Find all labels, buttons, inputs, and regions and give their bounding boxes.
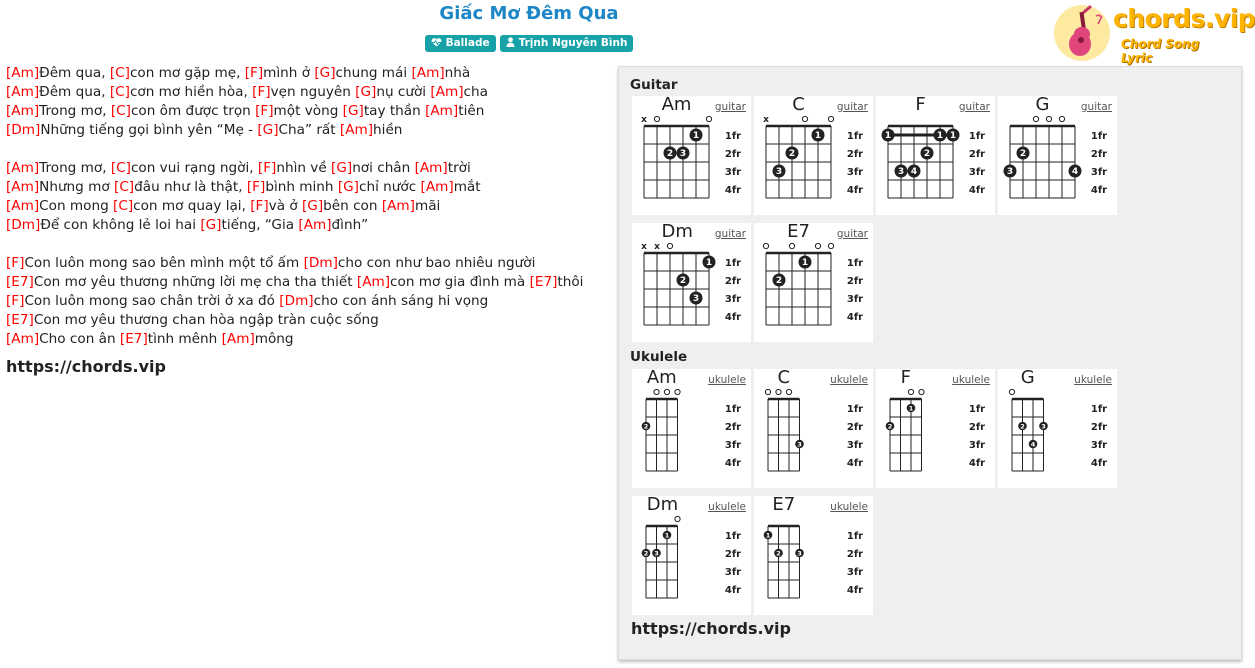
lyric-text: bên con [323, 198, 382, 214]
finger-number: 2 [775, 276, 783, 287]
chord-link[interactable]: [Am] [381, 198, 415, 214]
finger-number: 2 [679, 276, 687, 287]
finger-number: 1 [936, 131, 944, 142]
song-badges [0, 35, 1058, 52]
instrument-link[interactable]: ukulele [830, 374, 868, 386]
lyric-line [6, 273, 606, 292]
lyric-text: vẹn nguyên [270, 84, 356, 100]
fret-label: 1fr [724, 131, 742, 142]
fret-label: 3fr [724, 567, 742, 578]
finger-number: 1 [692, 131, 700, 142]
chord-link[interactable]: [Dm] [6, 217, 41, 233]
lyric-text: Nhưng mơ [39, 179, 115, 195]
chord-link[interactable]: [F] [257, 160, 277, 176]
muted-string-marker: x [763, 115, 769, 125]
artist-badge[interactable] [500, 35, 634, 52]
fret-label: 4fr [724, 185, 742, 196]
chord-name: E7 [772, 494, 796, 515]
ukulele-chord-am[interactable] [632, 369, 751, 488]
finger-number: 2 [776, 549, 781, 558]
instrument-link[interactable]: guitar [836, 228, 868, 240]
lyric-gap [6, 235, 606, 254]
chord-name: G [1020, 367, 1035, 388]
lyrics-block [6, 64, 606, 376]
chord-link[interactable]: [F] [252, 84, 271, 100]
chord-link[interactable]: [Dm] [6, 122, 41, 138]
instrument-link[interactable]: guitar [714, 228, 746, 240]
fret-label: 4fr [846, 185, 864, 196]
open-string-marker [667, 243, 672, 248]
chord-link[interactable]: [Am] [6, 331, 40, 347]
guitar-chord-dm[interactable] [632, 223, 751, 342]
finger-number: 2 [643, 422, 649, 431]
finger-number: 1 [765, 531, 771, 540]
chord-link[interactable]: [Am] [6, 84, 40, 100]
chord-link[interactable]: [C] [110, 103, 131, 119]
user-icon [506, 37, 515, 47]
chord-name: Dm [661, 221, 693, 242]
finger-number: 3 [897, 167, 905, 178]
artist-label: Trịnh Nguyên Bình [518, 37, 628, 49]
open-string-marker [765, 389, 770, 394]
lyric-line [6, 311, 606, 330]
open-string-marker [664, 389, 669, 394]
lyric-text: mông [254, 331, 294, 347]
chord-link[interactable]: [C] [110, 160, 131, 176]
open-string-marker [1009, 389, 1014, 394]
fret-label: 2fr [846, 549, 864, 560]
lyric-text: Đêm qua, [39, 65, 110, 81]
chord-link[interactable]: [Am] [6, 179, 40, 195]
chord-name: F [900, 367, 911, 388]
finger-number: 2 [923, 149, 931, 160]
open-string-marker [776, 389, 781, 394]
lyric-text: Những tiếng gọi bình yên “Mẹ - [40, 122, 258, 138]
lyric-text: con mơ gia đình mà [390, 274, 530, 290]
lyric-text: Con mơ yêu thương chan hòa ngập tràn cuộc sống [33, 312, 379, 328]
fret-label: 3fr [846, 567, 864, 578]
lyric-text: bình minh [265, 179, 338, 195]
finger-number: 1 [801, 258, 809, 269]
lyric-text: tiên [458, 103, 485, 119]
lyric-text: con vui rạng ngời, [130, 160, 258, 176]
chord-name: Am [661, 94, 692, 115]
fret-label: 1fr [846, 531, 864, 542]
lyric-line [6, 216, 606, 235]
instrument-link[interactable]: ukulele [830, 501, 868, 513]
open-string-marker [1033, 116, 1038, 121]
chord-diagram [632, 96, 751, 215]
lyric-text: nụ cười [376, 84, 431, 100]
fret-label: 1fr [846, 258, 864, 269]
open-string-marker [1046, 116, 1051, 121]
fret-label: 2fr [846, 422, 864, 433]
chord-diagram [876, 96, 995, 215]
chord-link[interactable]: [Am] [425, 103, 459, 119]
open-string-marker [654, 389, 659, 394]
lyric-text: mắt [453, 179, 481, 195]
chord-name: E7 [787, 221, 810, 242]
lyric-line [6, 102, 606, 121]
chord-link[interactable]: [F] [6, 293, 25, 309]
fret-label: 2fr [1090, 149, 1108, 160]
chord-link[interactable]: [Am] [6, 198, 40, 214]
chord-link[interactable]: [G] [337, 179, 359, 195]
finger-number: 2 [1019, 149, 1027, 160]
lyric-text: chung mái [335, 65, 412, 81]
lyric-text: Trong mơ, [39, 103, 111, 119]
finger-number: 3 [775, 167, 783, 178]
open-string-marker [828, 116, 833, 121]
lyric-line [6, 254, 606, 273]
lyric-text: con mơ gặp mẹ, [129, 65, 245, 81]
chord-link[interactable]: [F] [255, 103, 274, 119]
chord-link[interactable]: [F] [250, 198, 269, 214]
panel-site-url[interactable]: https://chords.vip [631, 619, 791, 638]
open-string-marker [706, 116, 711, 121]
fret-label: 2fr [968, 422, 986, 433]
fret-label: 3fr [846, 440, 864, 451]
ukulele-chord-dm[interactable] [632, 496, 751, 615]
lyric-text: đâu như là thật, [134, 179, 247, 195]
guitar-section-title: Guitar [630, 77, 678, 93]
finger-number: 3 [1041, 422, 1046, 431]
lyric-text: Để con không lẻ loi hai [40, 217, 201, 233]
finger-number: 1 [908, 404, 914, 413]
lyric-text: cho con ánh sáng hi vọng [313, 293, 489, 309]
chord-link[interactable]: [Dm] [303, 255, 338, 271]
finger-number: 3 [797, 440, 802, 449]
chord-link[interactable]: [E7] [119, 331, 148, 347]
lyric-text: con mơ quay lại, [133, 198, 251, 214]
fret-label: 3fr [1090, 440, 1108, 451]
instrument-link[interactable]: ukulele [708, 501, 746, 513]
finger-number: 3 [654, 549, 659, 558]
lyric-text: một vòng [273, 103, 343, 119]
finger-number: 2 [1020, 422, 1025, 431]
lyric-text: Cha” rất [278, 122, 340, 138]
muted-string-marker: x [641, 242, 647, 252]
open-string-marker [802, 116, 807, 121]
chord-link[interactable]: [F] [246, 179, 266, 195]
ukulele-chord-g[interactable] [998, 369, 1117, 488]
chord-name: Dm [646, 494, 679, 515]
site-logo[interactable] [1052, 2, 1255, 65]
ukulele-chord-e7[interactable] [754, 496, 873, 615]
lyric-line [6, 197, 606, 216]
muted-string-marker: x [641, 115, 647, 125]
lyric-text: Cho con ân [39, 331, 120, 347]
fret-label: 1fr [1090, 131, 1108, 142]
chord-link[interactable]: [C] [109, 84, 130, 100]
fret-label: 4fr [846, 458, 864, 469]
fret-label: 2fr [1090, 422, 1108, 433]
finger-number: 3 [797, 549, 802, 558]
chord-link[interactable]: [E7] [529, 274, 558, 290]
chord-link[interactable]: [Am] [356, 274, 391, 290]
chord-link[interactable]: [F] [6, 255, 25, 271]
fret-label: 4fr [846, 585, 864, 596]
finger-number: 1 [705, 258, 713, 269]
fret-label: 1fr [724, 258, 742, 269]
guitar-chord-e7[interactable] [754, 223, 873, 342]
fret-label: 3fr [846, 294, 864, 305]
chord-link[interactable]: [G] [314, 65, 336, 81]
chord-link[interactable]: [C] [114, 179, 135, 195]
fret-label: 1fr [846, 131, 864, 142]
ukulele-chord-c[interactable] [754, 369, 873, 488]
instrument-link[interactable]: ukulele [952, 374, 990, 386]
instrument-link[interactable]: ukulele [708, 374, 746, 386]
guitar-chord-f[interactable] [876, 96, 995, 215]
fret-label: 4fr [724, 312, 742, 323]
lyric-text: Trong mơ, [39, 160, 111, 176]
logo-text: chords.vip [1113, 4, 1255, 33]
finger-number: 3 [692, 294, 700, 305]
guitar-chord-c[interactable] [754, 96, 873, 215]
finger-number: 4 [1071, 167, 1079, 178]
open-string-marker [675, 389, 680, 394]
open-string-marker [919, 389, 924, 394]
finger-number: 1 [664, 531, 670, 540]
lyric-text: cơn mơ hiền hòa, [129, 84, 253, 100]
genre-label: Ballade [445, 37, 490, 49]
chord-diagram [754, 96, 873, 215]
instrument-link[interactable]: guitar [958, 101, 990, 113]
lyric-text: tiếng, “Gia [221, 217, 299, 233]
chord-link[interactable]: [Am] [430, 84, 464, 100]
open-string-marker [789, 243, 794, 248]
lyric-text: nhà [444, 65, 471, 81]
instrument-link[interactable]: ukulele [1074, 374, 1112, 386]
fret-label: 3fr [724, 440, 742, 451]
fret-label: 2fr [724, 149, 742, 160]
chord-panel [618, 66, 1242, 660]
chord-link[interactable]: [Am] [6, 65, 40, 81]
chord-link[interactable]: [F] [244, 65, 264, 81]
finger-number: 3 [1006, 167, 1014, 178]
finger-number: 3 [679, 149, 687, 160]
fret-label: 1fr [846, 404, 864, 415]
muted-string-marker: x [654, 242, 660, 252]
open-string-marker [654, 116, 659, 121]
instrument-link[interactable]: guitar [714, 101, 746, 113]
instrument-link[interactable]: guitar [1080, 101, 1112, 113]
chord-link[interactable]: [G] [200, 217, 222, 233]
chord-link[interactable]: [E7] [6, 312, 34, 328]
finger-number: 2 [887, 422, 893, 431]
fret-label: 2fr [724, 422, 742, 433]
fret-label: 2fr [724, 549, 742, 560]
chord-link[interactable]: [C] [109, 65, 130, 81]
lyric-text: Đêm qua, [39, 84, 110, 100]
lyric-line [6, 292, 606, 311]
fret-label: 1fr [968, 404, 986, 415]
chord-link[interactable]: [E7] [6, 274, 34, 290]
open-string-marker [786, 389, 791, 394]
fret-label: 3fr [1090, 167, 1108, 178]
chord-link[interactable]: [G] [257, 122, 279, 138]
lyric-text: và ở [268, 198, 302, 214]
finger-number: 2 [666, 149, 674, 160]
lyric-gap [6, 140, 606, 159]
chord-link[interactable]: [G] [355, 84, 377, 100]
heart-pulse-icon [431, 38, 442, 47]
lyric-line [6, 64, 606, 83]
chord-link[interactable]: [Am] [411, 65, 445, 81]
chord-link[interactable]: [Am] [6, 103, 40, 119]
fret-label: 4fr [846, 312, 864, 323]
finger-number: 2 [643, 549, 649, 558]
chord-link[interactable]: [Am] [6, 160, 40, 176]
chord-name: Am [646, 367, 677, 388]
instrument-link[interactable]: guitar [836, 101, 868, 113]
finger-number: 4 [1030, 440, 1036, 449]
fret-label: 4fr [724, 458, 742, 469]
fret-label: 2fr [846, 149, 864, 160]
lyric-text: Con luôn mong sao bên mình một tổ ấm [24, 255, 304, 271]
lyric-text: mình ở [263, 65, 315, 81]
lyric-text: tình mênh [147, 331, 222, 347]
open-string-marker [675, 516, 680, 521]
guitar-logo-icon [1052, 2, 1114, 64]
fret-label: 2fr [724, 276, 742, 287]
ukulele-chord-f[interactable] [876, 369, 995, 488]
finger-number: 1 [814, 131, 822, 142]
fret-label: 4fr [1090, 185, 1108, 196]
lyric-text: nhìn về [276, 160, 332, 176]
lyric-text: tay thần [363, 103, 426, 119]
fret-label: 1fr [724, 404, 742, 415]
fret-label: 3fr [968, 167, 986, 178]
open-string-marker [908, 389, 913, 394]
logo-subtitle: Chord Song Lyric [1121, 37, 1200, 65]
chord-link[interactable]: [Am] [414, 160, 448, 176]
chord-link[interactable]: [Am] [298, 217, 332, 233]
lyric-text: mãi [414, 198, 441, 214]
lyric-text: Con mơ yêu thương những lời mẹ cha tha thiết [33, 274, 357, 290]
chord-link[interactable]: [G] [342, 103, 364, 119]
lyric-text: Con luôn mong sao chân trời ở xa đó [24, 293, 280, 309]
finger-number: 4 [910, 167, 918, 178]
chord-name: G [1035, 94, 1050, 115]
lyric-text: Con mong [39, 198, 114, 214]
fret-label: 1fr [1090, 404, 1108, 415]
genre-badge[interactable] [425, 35, 496, 52]
fret-label: 2fr [968, 149, 986, 160]
chord-diagram [998, 96, 1117, 215]
lyric-line [6, 159, 606, 178]
guitar-chord-am[interactable] [632, 96, 751, 215]
fret-label: 3fr [724, 294, 742, 305]
finger-number: 2 [788, 149, 796, 160]
chord-link[interactable]: [Am] [221, 331, 255, 347]
chord-link[interactable]: [Dm] [279, 293, 314, 309]
lyric-text: đình” [331, 217, 369, 233]
lyric-line [6, 83, 606, 102]
lyric-text: thôi [557, 274, 584, 290]
chord-link[interactable]: [Am] [420, 179, 454, 195]
lyric-text: nơi chân [352, 160, 415, 176]
lyric-text: cho con như bao nhiêu người [337, 255, 536, 271]
chord-link[interactable]: [Am] [339, 122, 374, 138]
open-string-marker [1059, 116, 1064, 121]
chord-link[interactable]: [G] [331, 160, 353, 176]
fret-label: 3fr [846, 167, 864, 178]
fret-label: 3fr [724, 167, 742, 178]
song-title: Giấc Mơ Đêm Qua [439, 3, 619, 24]
site-url[interactable]: https://chords.vip [6, 357, 166, 376]
chord-name: C [777, 367, 791, 388]
fret-label: 4fr [724, 585, 742, 596]
lyric-line [6, 330, 606, 349]
chord-diagram [754, 223, 873, 342]
chord-name: F [915, 94, 926, 115]
chord-link[interactable]: [C] [113, 198, 134, 214]
ukulele-section-title: Ukulele [630, 349, 688, 365]
lyric-line [6, 178, 606, 197]
finger-number: 1 [949, 131, 957, 142]
fret-label: 4fr [1090, 458, 1108, 469]
chord-link[interactable]: [G] [302, 198, 324, 214]
chord-name: C [792, 94, 805, 115]
guitar-chord-g[interactable] [998, 96, 1117, 215]
lyric-text: cha [463, 84, 488, 100]
fret-label: 1fr [724, 531, 742, 542]
lyric-text: chỉ nước [359, 179, 421, 195]
fret-label: 2fr [846, 276, 864, 287]
finger-number: 1 [884, 131, 892, 142]
open-string-marker [763, 243, 768, 248]
fret-label: 4fr [968, 185, 986, 196]
lyric-text: con ôm được trọn [130, 103, 256, 119]
fret-label: 3fr [968, 440, 986, 451]
fret-label: 1fr [968, 131, 986, 142]
lyric-text: trời [447, 160, 471, 176]
lyric-line [6, 121, 606, 140]
open-string-marker [828, 243, 833, 248]
open-string-marker [815, 243, 820, 248]
fret-label: 4fr [968, 458, 986, 469]
lyric-text: hiền [373, 122, 403, 138]
